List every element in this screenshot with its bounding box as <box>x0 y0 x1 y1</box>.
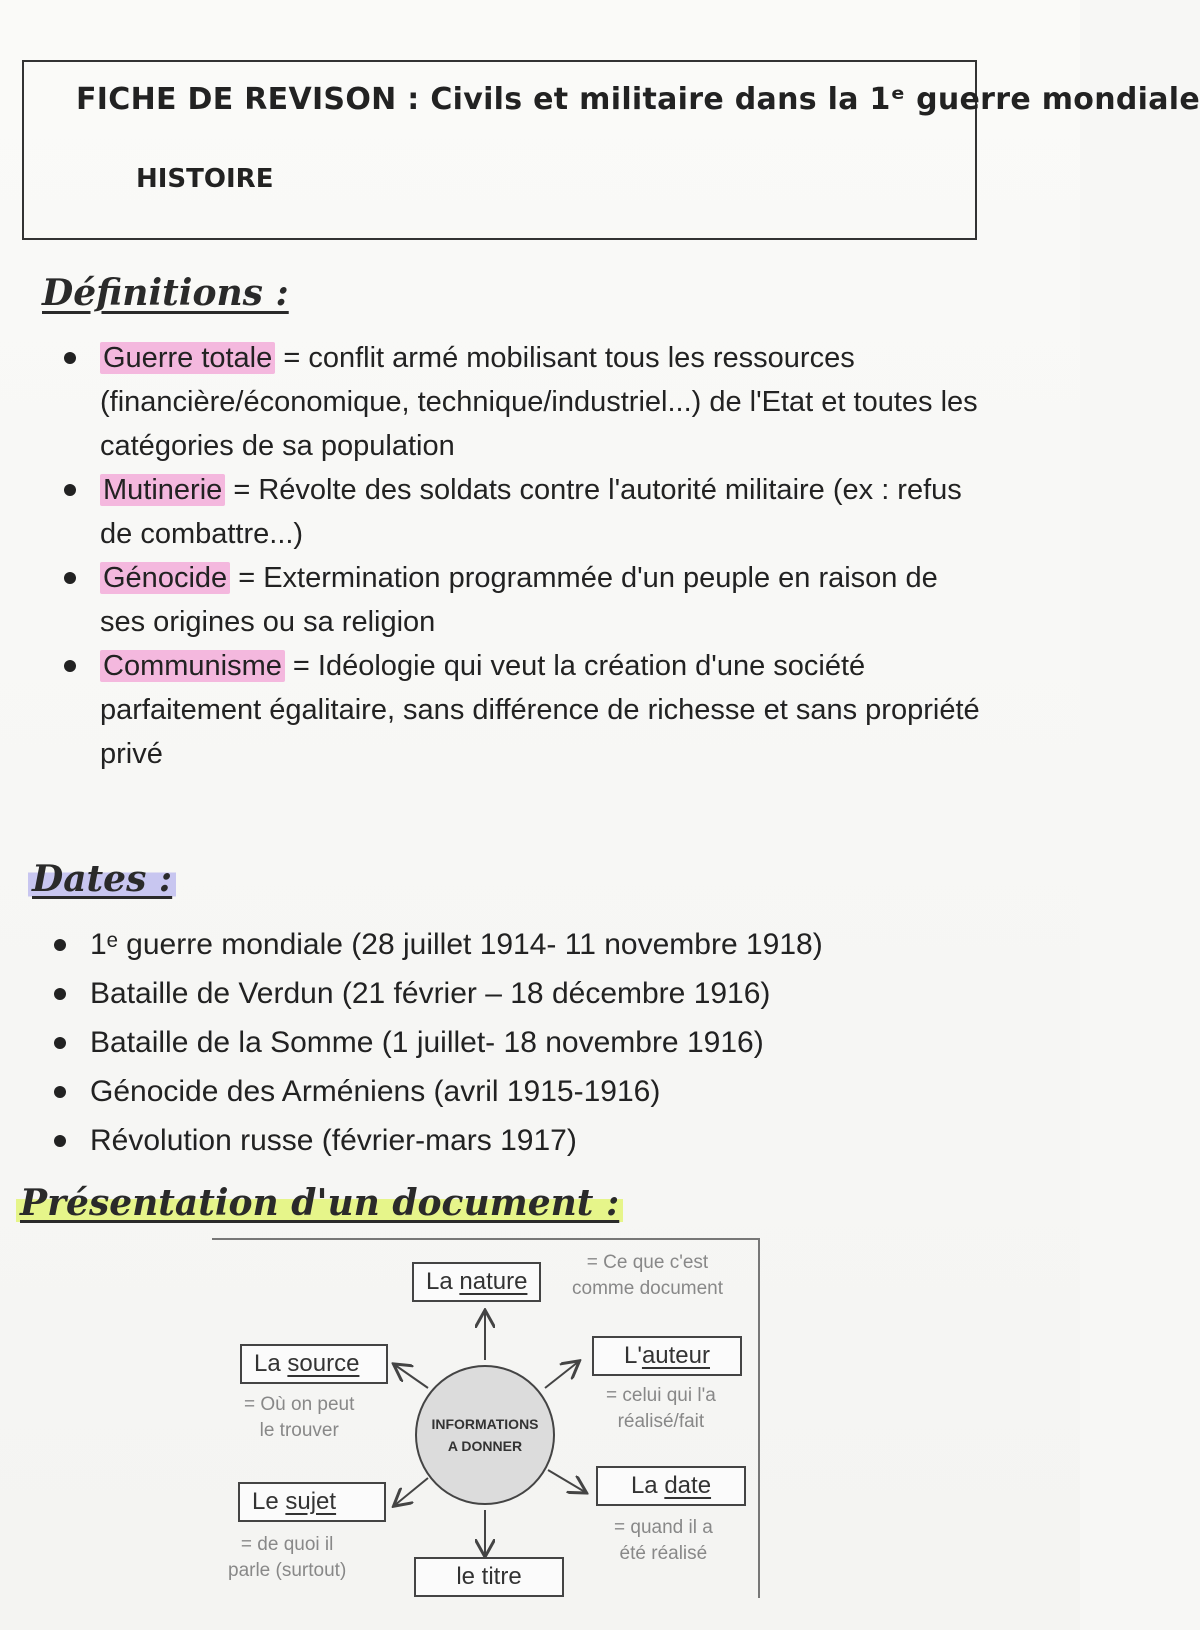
definition-term: Guerre totale <box>100 342 275 374</box>
note-line: = Où on peut <box>244 1394 355 1415</box>
date-item <box>54 920 954 969</box>
bullet-icon <box>64 572 76 584</box>
bullet-icon <box>64 352 76 364</box>
node-word: auteur <box>641 1342 710 1369</box>
definition-term: Communisme <box>100 650 285 682</box>
note-line: comme document <box>572 1278 724 1299</box>
date-text: Révolution russe (février-mars 1917) <box>90 1124 577 1157</box>
node-article: L' <box>624 1342 642 1369</box>
dates-list <box>54 920 954 1165</box>
definition-text: = conflit armé mobilisant tous les ressources (financière/économique, technique/industriel...) de l'Etat et toutes les catégories de sa population <box>100 342 978 462</box>
presentation-heading-label: Présentation d'un document : <box>16 1182 623 1224</box>
definition-item <box>64 644 984 776</box>
presentation-heading <box>16 1182 623 1224</box>
node-word: source <box>287 1350 360 1377</box>
subject-label: HISTOIRE <box>136 164 274 194</box>
definition-text: = Idéologie qui veut la création d'une société parfaitement égalitaire, sans différence de richesse et sans propriété privé <box>100 650 980 770</box>
center-line-1: INFORMATIONS <box>431 1416 539 1432</box>
dates-heading-label: Dates : <box>28 858 176 900</box>
node-word: nature <box>459 1268 528 1295</box>
note-line: été réalisé <box>619 1543 708 1564</box>
bullet-icon <box>64 484 76 496</box>
note-nature <box>572 1250 723 1302</box>
node-auteur <box>592 1336 742 1376</box>
date-text: Bataille de Verdun (21 février – 18 décembre 1916) <box>90 977 771 1010</box>
node-nature <box>412 1262 541 1302</box>
definition-text: = Révolte des soldats contre l'autorité militaire (ex : refus de combattre...) <box>100 474 962 550</box>
node-article: La <box>254 1350 288 1377</box>
date-item <box>54 1018 954 1067</box>
center-line-2: A DONNER <box>447 1438 523 1454</box>
node-word: sujet <box>285 1488 337 1515</box>
dates-heading <box>28 858 176 900</box>
note-line: parle (surtout) <box>228 1560 347 1581</box>
note-line: le trouver <box>259 1420 339 1441</box>
header-box <box>22 60 1200 240</box>
note-line: = Ce que c'est <box>586 1252 709 1273</box>
definition-item <box>64 556 984 644</box>
note-line: = quand il a <box>614 1517 713 1538</box>
node-article: Le <box>252 1488 286 1515</box>
definitions-list <box>64 336 984 776</box>
node-article: La <box>630 1472 665 1499</box>
definitions-heading: Définitions : <box>42 272 289 314</box>
note-sujet <box>228 1532 346 1584</box>
sheet-title: FICHE DE REVISON : Civils et militaire dans la 1ᵉ guerre mondiale <box>76 82 1200 117</box>
date-text: Bataille de la Somme (1 juillet- 18 novembre 1916) <box>90 1026 764 1059</box>
bullet-icon <box>54 1135 66 1147</box>
date-item <box>54 1116 954 1165</box>
bullet-icon <box>64 660 76 672</box>
bullet-icon <box>54 1086 66 1098</box>
definition-text: = Extermination programmée d'un peuple en raison de ses origines ou sa religion <box>100 562 938 638</box>
bullet-icon <box>54 1037 66 1049</box>
date-item <box>54 1067 954 1116</box>
node-sujet <box>238 1482 386 1522</box>
node-titre <box>414 1557 564 1597</box>
node-label: le titre <box>456 1563 522 1590</box>
note-line: = de quoi il <box>240 1534 334 1555</box>
definition-item <box>64 468 984 556</box>
date-item <box>54 969 954 1018</box>
note-line: réalisé/fait <box>617 1411 705 1432</box>
definition-term: Mutinerie <box>100 474 225 506</box>
bullet-icon <box>54 988 66 1000</box>
info-center-circle <box>415 1365 555 1505</box>
definition-item <box>64 336 984 468</box>
node-article: La <box>426 1268 460 1295</box>
note-line: = celui qui l'a <box>606 1385 716 1406</box>
bullet-icon <box>54 939 66 951</box>
note-auteur <box>606 1383 716 1435</box>
node-word: date <box>664 1472 712 1499</box>
definition-term: Génocide <box>100 562 230 594</box>
date-text: Génocide des Arméniens (avril 1915-1916) <box>90 1075 661 1108</box>
node-date <box>596 1466 746 1506</box>
note-date <box>614 1515 713 1567</box>
note-source <box>244 1392 354 1444</box>
date-text: 1ᵉ guerre mondiale (28 juillet 1914- 11 novembre 1918) <box>90 928 823 961</box>
node-source <box>240 1344 388 1384</box>
